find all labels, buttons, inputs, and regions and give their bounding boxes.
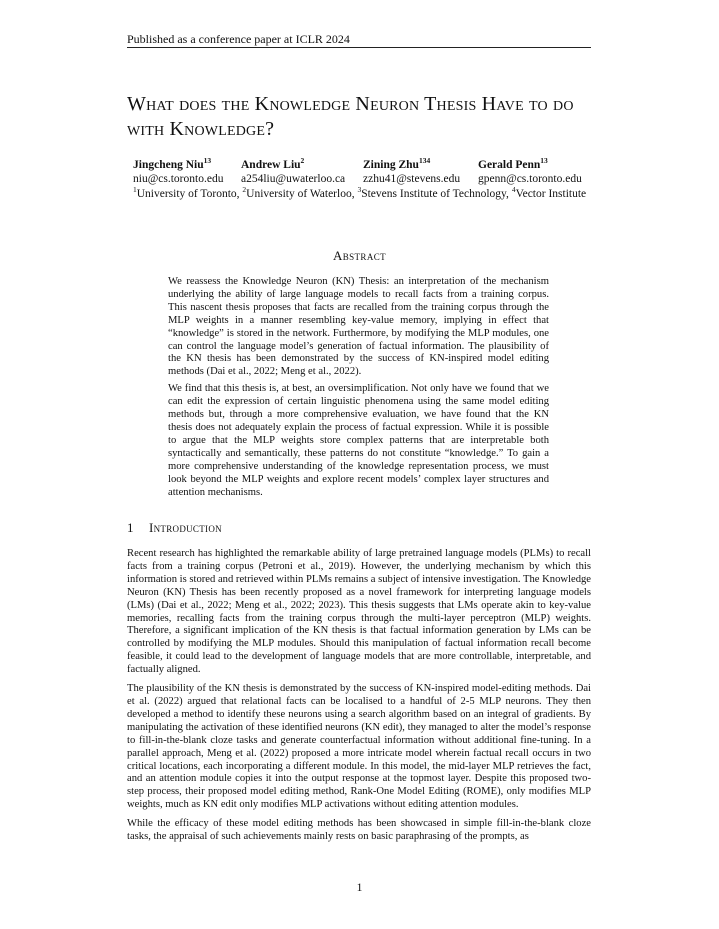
- body-paragraph: The plausibility of the KN thesis is demonstrated by the success of KN-inspired model-editing methods. Dai et al. (2022) argued that relational facts can be localised to a handful of 2-5 MLP neurons. They then developed a method to identify these neurons using a search algorithm based on an integral of gradients. By manipulating the activation of these identified neurons (KN edit), they managed to alter the model’s response to fill-in-the-blank cloze tasks and generate counterfactual information without additional fine-tuning. In a parallel approach, Meng et al. (2022) proposed a more intricate model wherein factual recall occurs in two critical locations, each incorporating a different module. In this model, the mid-layer MLP retrieves the fact, and an attention module copies it into the output response at the topmost layer. Despite this proposed two-step process, their proposed model editing method, Rank-One Model Editing (ROME), only modifies MLP weights, much as KN edit only modifies MLP activations without editing attention modules.: [127, 683, 591, 811]
- body-paragraph: While the efficacy of these model editing methods has been showcased in simple fill-in-the-blank cloze tasks, the appraisal of such achievements mainly rests on basic paraphrasing of the prompts, as: [127, 818, 591, 843]
- page-number: 1: [356, 880, 363, 894]
- affiliation: University of Waterloo,: [246, 188, 355, 200]
- introduction-body: [127, 548, 591, 850]
- author-affil-sup: 13: [203, 156, 212, 166]
- author-name: Gerald Penn: [478, 159, 541, 171]
- header-rule: [127, 47, 591, 48]
- author-3: [363, 156, 461, 186]
- affiliation: University of Toronto,: [136, 188, 240, 200]
- author-email[interactable]: zzhu41@stevens.edu: [363, 173, 461, 185]
- author-4: [478, 156, 582, 186]
- section-number: 1: [127, 520, 134, 535]
- author-email[interactable]: niu@cs.toronto.edu: [133, 173, 224, 185]
- author-2: [241, 156, 346, 186]
- author-name: Jingcheng Niu: [133, 159, 204, 171]
- author-affil-sup: 2: [300, 156, 305, 166]
- affiliation: Stevens Institute of Technology,: [361, 188, 509, 200]
- paper-title: What does the Knowledge Neuron Thesis Have to do with Knowledge?: [127, 93, 574, 140]
- author-affil-sup: 134: [418, 156, 431, 166]
- section-heading: [127, 520, 222, 536]
- author-affil-sup: 13: [540, 156, 548, 166]
- abstract-paragraph: We reassess the Knowledge Neuron (KN) Thesis: an interpretation of the mechanism underlying the ability of large language models to recall facts from a training corpus. This nascent thesis proposes that facts are recalled from the training corpus through the MLP weights in a manner resembling key-value memory, implying in effect that “knowledge” is stored in the network. Furthermore, by modifying the MLP modules, one can control the language model’s generation of factual information. The plausibility of the KN thesis has been demonstrated by the success of KN-inspired model editing methods (Dai et al., 2022; Meng et al., 2022).: [168, 276, 549, 378]
- author-name: Zining Zhu: [363, 159, 419, 171]
- abstract-heading: Abstract: [332, 248, 387, 263]
- author-email[interactable]: gpenn@cs.toronto.edu: [478, 173, 582, 185]
- author-name: Andrew Liu: [241, 159, 301, 171]
- author-1: [133, 156, 224, 186]
- conference-note: Published as a conference paper at ICLR 2024: [127, 32, 350, 46]
- body-paragraph: Recent research has highlighted the remarkable ability of large pretrained language models (PLMs) to recall facts from a training corpus (Petroni et al., 2019). However, the underlying mechanism by which this information is stored and retrieved within PLMs remains a subject of intensive investigation. The Knowledge Neuron (KN) Thesis has been recently proposed as a novel framework for interpreting language models (LMs) (Dai et al., 2022; Meng et al., 2022; 2023). This thesis suggests that LMs operate akin to key-value memories, recalling facts from the training corpus through the multi-layer perceptron (MLP) weights. Therefore, a significant implication of the KN thesis is that factual information generation by LMs can be controlled by modifying the MLP modules. Should this manipulation of factual information recall become feasible, it could lead to the development of language models that are more controllable, interpretable, and factually aligned.: [127, 548, 591, 676]
- affiliation: Vector Institute: [515, 188, 587, 200]
- section-title: Introduction: [149, 520, 222, 535]
- abstract-body: [168, 276, 549, 503]
- affiliations-line: $^1$University of Toronto, $^2$University of Waterloo, $^3$Stevens Institute of Technology, $^4$Vector Institute: [133, 185, 587, 200]
- author-email[interactable]: a254liu@uwaterloo.ca: [241, 173, 346, 185]
- abstract-paragraph: We find that this thesis is, at best, an oversimplification. Not only have we found that we can edit the expression of certain linguistic phenomena using the same model editing methods but, through a more comprehensive evaluation, we have found that the KN thesis does not adequately explain the process of factual expression. While it is possible to argue that the MLP weights store complex patterns that are interpretable both syntactically and semantically, these patterns do not constitute “knowledge.” To gain a more comprehensive understanding of the knowledge representation process, we must look beyond the MLP weights and explore recent models’ complex layer structures and attention mechanisms.: [168, 383, 549, 498]
